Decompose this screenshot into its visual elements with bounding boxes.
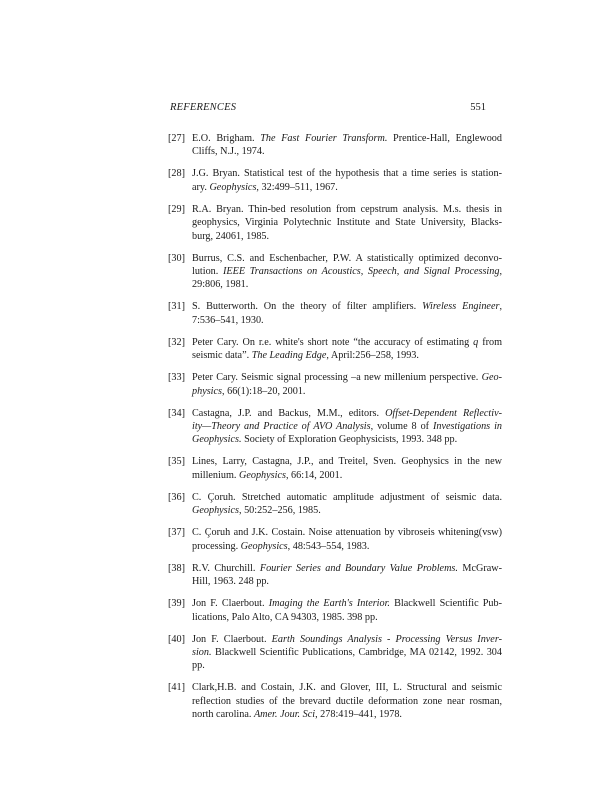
reference-line	[192, 407, 502, 420]
text-run: , April:256–258, 1993.	[326, 350, 419, 362]
reference-number: [35]	[168, 456, 185, 468]
italic-text: Geophysics	[192, 505, 239, 517]
italic-text: Amer. Jour. Sci	[253, 709, 316, 721]
reference-entry	[168, 562, 502, 589]
text-run: S. Butterworth. On the theory of filter amplifiers.	[192, 301, 423, 313]
reference-number: [36]	[168, 491, 185, 503]
text-run: ,	[499, 266, 502, 278]
text-run: Blackwell Scientific Publications, Cambridge, MA 02142, 1992. 304	[211, 646, 502, 658]
reference-line	[192, 203, 502, 216]
reference-entry	[168, 491, 502, 518]
italic-text: sion.	[192, 646, 212, 658]
reference-entry	[168, 203, 502, 243]
italic-text: Wireless Engineer	[422, 301, 500, 313]
text-run: ary.	[192, 181, 210, 193]
italic-text: Geophysics.	[192, 434, 242, 446]
reference-number: [30]	[168, 252, 185, 264]
text-run: Lines, Larry, Castagna, J.P., and Treitel, Sven. Geophysics in the new	[192, 456, 502, 468]
reference-entry	[168, 167, 502, 194]
text-run: reflection studies of the brevard ductile deformation zone near rosman,	[192, 695, 502, 707]
reference-line	[192, 300, 502, 313]
reference-line	[192, 455, 502, 468]
reference-line	[192, 659, 502, 672]
reference-line	[192, 265, 502, 278]
reference-line	[192, 216, 502, 229]
italic-text: The Fast Fourier Transform.	[260, 133, 388, 144]
text-run: , 50:252–256, 1985.	[238, 505, 321, 517]
text-run: lications, Palo Alto, CA 94303, 1985. 398 pp.	[192, 611, 378, 623]
text-run: R.A. Bryan. Thin-bed resolution from cepstrum analysis. M.s. thesis in	[192, 203, 502, 215]
italic-text: Imaging the Earth's Interior.	[268, 598, 390, 610]
text-run: 29:806, 1981.	[192, 279, 249, 291]
reference-number: [28]	[168, 168, 185, 180]
reference-line	[192, 611, 502, 624]
text-run: Jon F. Claerbout.	[192, 633, 272, 645]
reference-number: [27]	[168, 133, 185, 144]
reference-entry	[168, 336, 502, 363]
italic-text: Geo-	[481, 372, 502, 384]
reference-line	[192, 562, 502, 575]
text-run: Burrus, C.S. and Eschenbacher, P.W. A statistically optimized deconvo-	[192, 252, 502, 264]
italic-text: The Leading Edge	[251, 350, 327, 362]
text-run: burg, 24061, 1985.	[192, 230, 270, 242]
text-run: Hill, 1963. 248 pp.	[192, 576, 269, 588]
reference-line	[192, 469, 502, 482]
reference-entry	[168, 300, 502, 327]
reference-line	[192, 695, 502, 708]
reference-line	[192, 708, 502, 721]
text-run: pp.	[192, 660, 205, 672]
reference-entry	[168, 526, 502, 553]
reference-number: [37]	[168, 527, 185, 539]
text-run: Peter Cary. On r.e. white's short note “the accuracy of estimating	[192, 336, 474, 348]
reference-list	[168, 132, 502, 730]
text-run: ,	[499, 301, 502, 313]
reference-line	[192, 681, 502, 694]
text-run: R.V. Churchill.	[192, 562, 260, 574]
text-run: E.O. Brigham.	[192, 133, 261, 144]
reference-line	[192, 371, 502, 384]
text-run: J.G. Bryan. Statistical test of the hypothesis that a time series is station-	[192, 168, 502, 180]
text-run: C. Çoruh. Stretched automatic amplitude adjustment of seismic data.	[192, 491, 502, 503]
reference-number: [40]	[168, 633, 185, 645]
reference-line	[192, 540, 502, 553]
running-header	[170, 102, 486, 116]
reference-line	[192, 491, 502, 504]
italic-text: Geophysics	[209, 181, 257, 193]
reference-line	[192, 132, 502, 145]
reference-line	[192, 385, 502, 398]
text-run: geophysics, Virginia Polytechnic Institute and State University, Blacks-	[192, 217, 502, 229]
text-run: seismic data”.	[192, 350, 252, 362]
reference-line	[192, 278, 502, 291]
reference-line	[192, 504, 502, 517]
reference-number: [41]	[168, 682, 185, 694]
text-run: , volume 8 of	[370, 421, 433, 433]
reference-line	[192, 336, 502, 349]
section-title: REFERENCES	[170, 102, 237, 113]
italic-text: Geophysics	[238, 469, 286, 481]
reference-line	[192, 314, 502, 327]
text-run: millenium.	[192, 469, 239, 481]
text-run: 7:536–541, 1930.	[192, 314, 264, 326]
reference-number: [31]	[168, 301, 185, 313]
reference-entry	[168, 681, 502, 721]
text-run: Prentice-Hall, Englewood	[387, 133, 502, 144]
page-number: 551	[470, 102, 486, 113]
text-run: Castagna, J.P. and Backus, M.M., editors.	[192, 407, 386, 419]
reference-line	[192, 349, 502, 362]
text-run: Jon F. Claerbout.	[192, 598, 269, 610]
reference-entry	[168, 455, 502, 482]
text-run: Peter Cary. Seismic signal processing –a new millenium perspective.	[192, 372, 482, 384]
italic-text: IEEE Transactions on Acoustics, Speech, and Signal Processing	[222, 266, 500, 278]
text-run: processing.	[192, 540, 241, 552]
italic-text: physics	[192, 385, 222, 397]
reference-number: [34]	[168, 407, 185, 419]
reference-number: [39]	[168, 598, 185, 610]
reference-number: [32]	[168, 336, 185, 348]
reference-line	[192, 252, 502, 265]
reference-number: [29]	[168, 203, 185, 215]
text-run: Clark,H.B. and Costain, J.K. and Glover, III, L. Structural and seismic	[192, 682, 502, 694]
reference-entry	[168, 132, 502, 159]
text-run: , 278:419–441, 1978.	[315, 709, 402, 721]
reference-line	[192, 575, 502, 588]
reference-line	[192, 145, 502, 158]
reference-line	[192, 633, 502, 646]
text-run: Society of Exploration Geophysicists, 1993. 348 pp.	[241, 434, 458, 446]
italic-text: q	[473, 336, 479, 348]
italic-text: Offset-Dependent Reflectiv-	[385, 407, 502, 419]
italic-text: Earth Soundings Analysis - Processing Versus Inver-	[271, 633, 502, 645]
italic-text: Geophysics	[240, 540, 288, 552]
text-run: Cliffs, N.J., 1974.	[192, 146, 265, 158]
text-run: north carolina.	[192, 709, 254, 721]
italic-text: Investigations in	[432, 421, 502, 433]
reference-number: [38]	[168, 562, 185, 574]
reference-entry	[168, 407, 502, 447]
reference-line	[192, 420, 502, 433]
text-run: McGraw-	[457, 562, 502, 574]
reference-line	[192, 230, 502, 243]
reference-line	[192, 646, 502, 659]
reference-line	[192, 526, 502, 539]
text-run: C. Çoruh and J.K. Costain. Noise attenuation by vibroseis whitening(vsw)	[192, 527, 502, 539]
text-run: , 66:14, 2001.	[285, 469, 343, 481]
text-run: , 48:543–554, 1983.	[287, 540, 370, 552]
reference-entry	[168, 252, 502, 292]
reference-line	[192, 181, 502, 194]
reference-entry	[168, 371, 502, 398]
text-run: lution.	[192, 266, 223, 278]
reference-line	[192, 167, 502, 180]
text-run: from	[478, 336, 502, 348]
text-run: , 32:499–511, 1967.	[256, 181, 338, 193]
text-run: , 66(1):18–20, 2001.	[222, 385, 306, 397]
reference-entry	[168, 633, 502, 673]
text-run: Blackwell Scientific Pub-	[389, 598, 502, 610]
reference-line	[192, 597, 502, 610]
italic-text: ity—Theory and Practice of AVO Analysis	[192, 421, 371, 433]
reference-line	[192, 433, 502, 446]
reference-number: [33]	[168, 372, 185, 384]
reference-entry	[168, 597, 502, 624]
italic-text: Fourier Series and Boundary Value Problems.	[259, 562, 458, 574]
